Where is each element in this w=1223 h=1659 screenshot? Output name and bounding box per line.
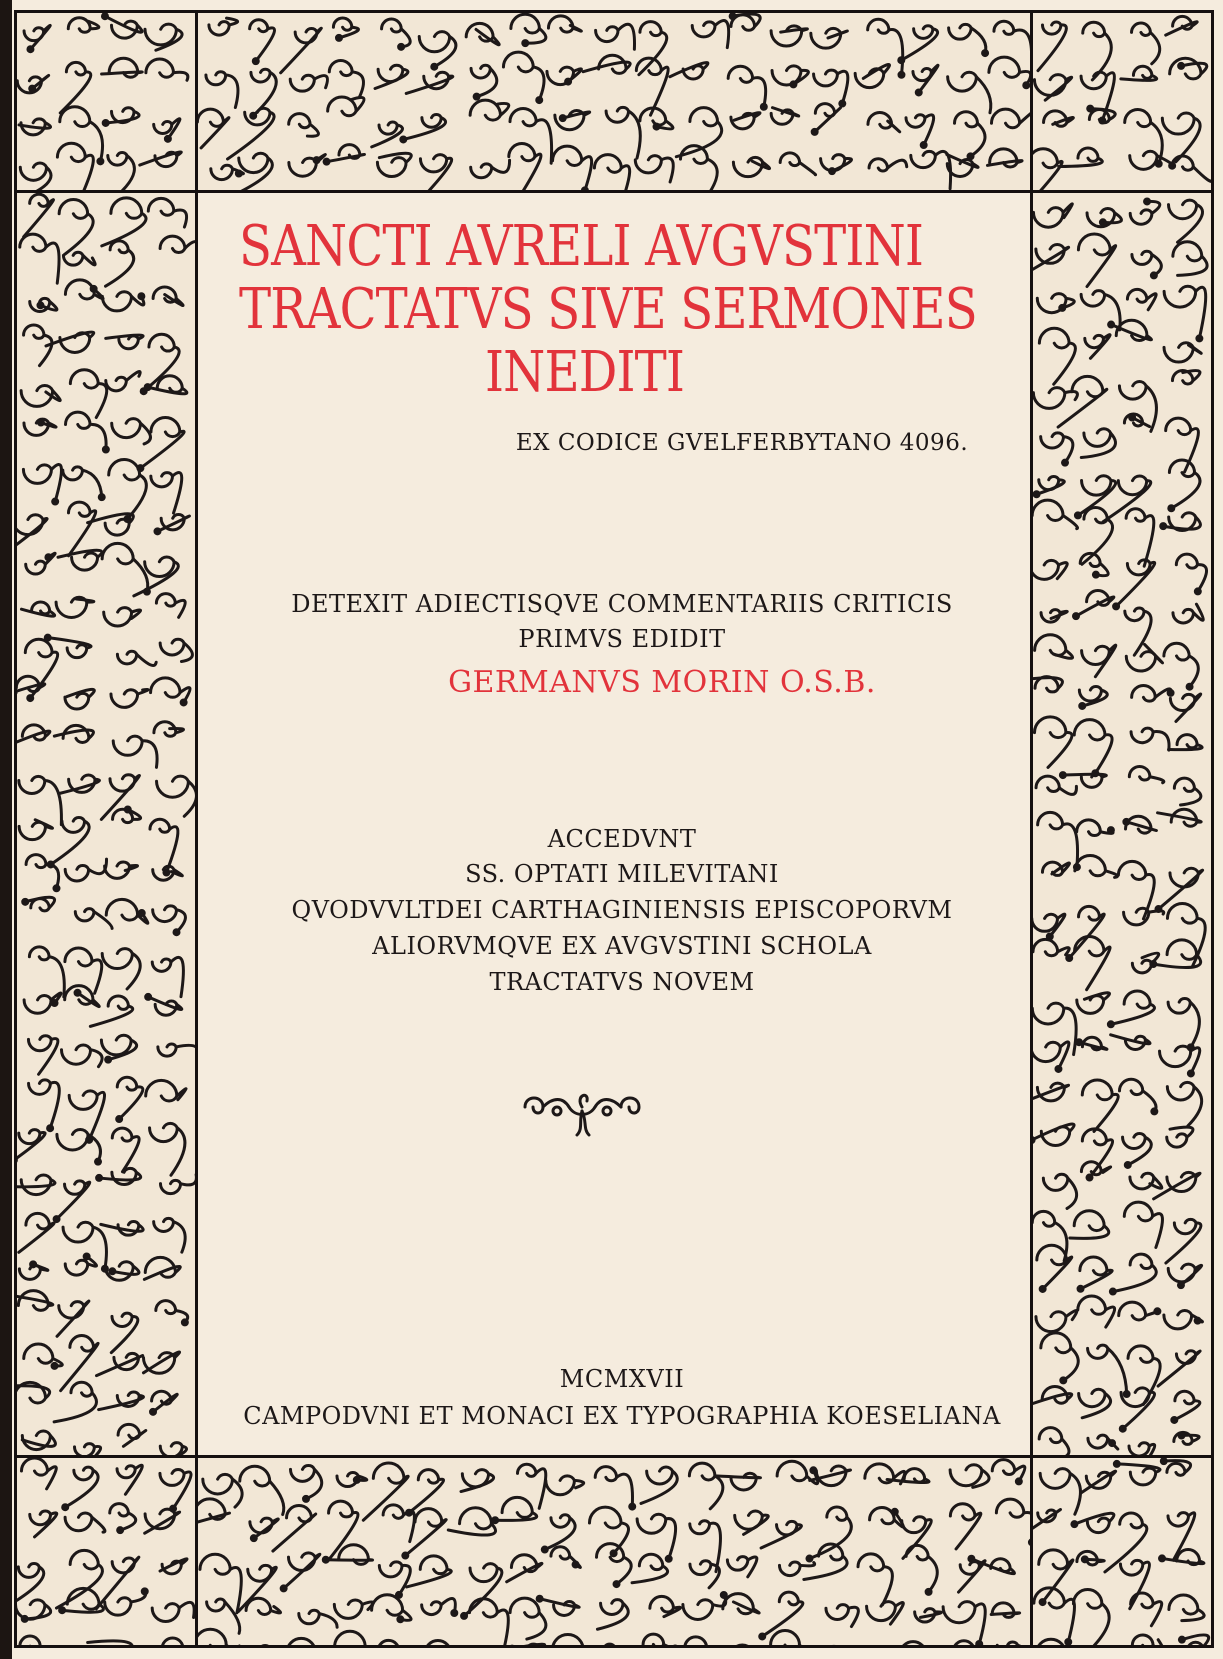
editor-line-2: PRIMVS EDIDIT	[518, 625, 726, 653]
appendix-line-2: SS. OPTATI MILEVITANI	[465, 860, 779, 888]
imprint-year: MCMXVII	[559, 1365, 685, 1393]
appendix-line-4: ALIORVMQVE EX AVGVSTINI SCHOLA	[372, 932, 872, 960]
ornamental-frame	[12, 0, 1223, 1659]
bottom-band-scrollwork-icon	[198, 1458, 1030, 1645]
title-line-1: SANCTI AVRELI AVGVSTINI	[239, 214, 924, 279]
appendix-line-5: TRACTATVS NOVEM	[489, 968, 755, 996]
corner-br-scrollwork-icon	[1033, 1458, 1211, 1645]
imprint-place: CAMPODVNI ET MONACI EX TYPOGRAPHIA KOESELIANA	[243, 1402, 1001, 1430]
appendix-line-3: QVODVVLTDEI CARTHAGINIENSIS EPISCOPORVM	[291, 896, 953, 924]
editor-line-1: DETEXIT ADIECTISQVE COMMENTARIIS CRITICIS	[291, 590, 953, 618]
outer-rule-right	[1211, 10, 1214, 1648]
source-line: EX CODICE GVELFERBYTANO 4096.	[515, 430, 969, 456]
author-name: GERMANVS MORIN O.S.B.	[448, 665, 876, 700]
left-band-scrollwork-icon	[17, 193, 195, 1455]
inner-rule-left	[195, 190, 198, 1458]
top-band-scrollwork-icon	[198, 13, 1030, 190]
appendix-line-1: ACCEDVNT	[547, 825, 697, 853]
corner-bl-scrollwork-icon	[17, 1458, 195, 1645]
vine-fleuron-icon	[517, 1085, 647, 1143]
title-text-block	[217, 205, 1027, 1440]
corner-tl-scrollwork-icon	[17, 13, 195, 190]
outer-rule-bottom	[14, 1645, 1214, 1648]
corner-tr-scrollwork-icon	[1033, 13, 1211, 190]
title-line-3: INEDITI	[485, 340, 685, 405]
title-line-2: TRACTATVS SIVE SERMONES	[239, 277, 977, 342]
